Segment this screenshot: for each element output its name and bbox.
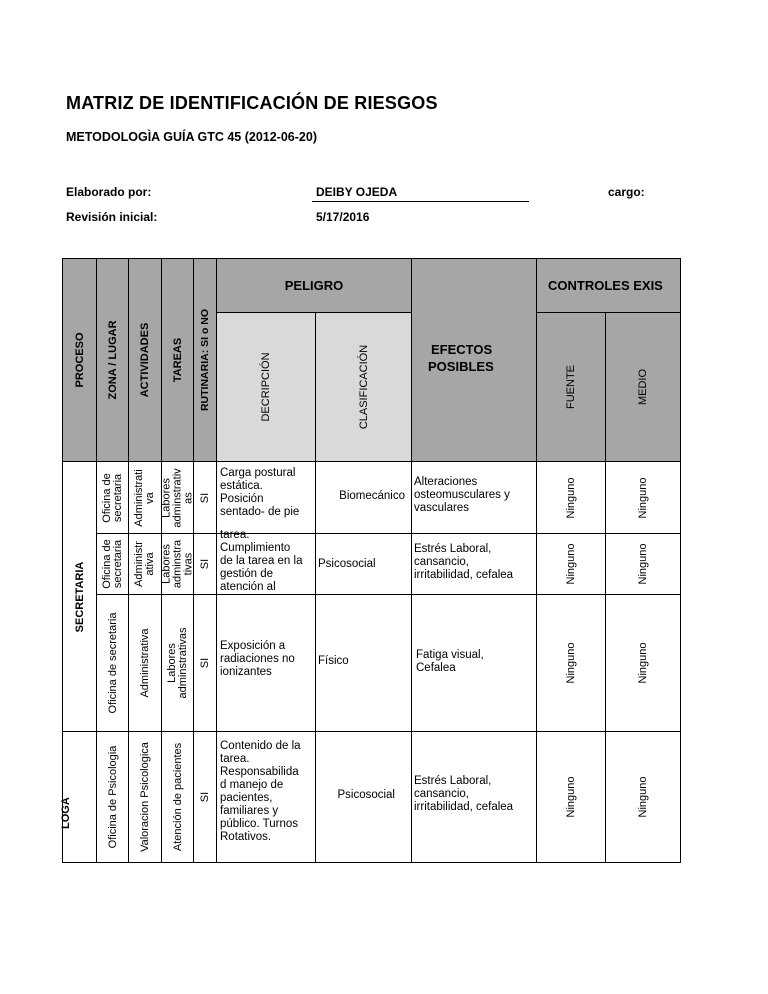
- header-controles: CONTROLES EXIS: [536, 258, 681, 313]
- elaborado-label: Elaborado por:: [66, 185, 152, 199]
- header-actividades: ACTIVIDADES: [128, 258, 162, 462]
- table-cell: Ninguno: [536, 731, 606, 863]
- table-cell: SI: [193, 461, 217, 534]
- header-peligro: PELIGRO: [216, 258, 412, 313]
- table-cell: Ninguno: [605, 731, 681, 863]
- table-cell: SI: [193, 533, 217, 595]
- header-clasificacion: CLASIFICACIÓN: [315, 312, 412, 462]
- header-proceso: PROCESO: [62, 258, 97, 462]
- process-cell: LOGA: [62, 731, 97, 863]
- header-tareas: TAREAS: [161, 258, 194, 462]
- table-cell: Ninguno: [536, 533, 606, 595]
- table-cell: Ninguno: [605, 461, 681, 534]
- header-descripcion: DECRIPCIÓN: [216, 312, 316, 462]
- table-cell: Carga postural estática. Posición sentado- de pie: [216, 461, 316, 534]
- table-cell: Biomecánico: [315, 461, 412, 534]
- table-cell: Ninguno: [536, 461, 606, 534]
- table-cell: Exposición a radiaciones no ionizantes: [216, 594, 316, 732]
- table-cell: Administrati va: [128, 461, 162, 534]
- revision-label: Revisión inicial:: [66, 210, 158, 224]
- elaborado-underline: [312, 201, 529, 202]
- table-row: Oficina de secretaria: [96, 533, 129, 595]
- table-cell: tarea. Cumplimiento de la tarea en la gestión de atención al: [216, 533, 316, 595]
- table-row: Oficina de Psicologia: [96, 731, 129, 863]
- table-cell: Alteraciones osteomusculares y vasculares: [411, 461, 537, 534]
- table-cell: Fatiga visual, Cefalea: [411, 594, 537, 732]
- header-fuente: FUENTE: [536, 312, 606, 462]
- header-rutinaria: RUTINARIA: SI o NO: [193, 258, 217, 462]
- document-title: MATRIZ DE IDENTIFICACIÓN DE RIESGOS: [66, 93, 438, 113]
- table-cell: SI: [193, 594, 217, 732]
- table-cell: Labores adminstra tivas: [161, 533, 194, 595]
- table-cell: Valoracion Psicologica: [128, 731, 162, 863]
- header-efectos: EFECTOS POSIBLES: [411, 258, 537, 462]
- table-cell: Labores adminstrativas: [161, 594, 194, 732]
- table-cell: Administrativa: [128, 594, 162, 732]
- table-cell: Psicosocial: [315, 731, 412, 863]
- table-cell: Atención de pacientes: [161, 731, 194, 863]
- table-cell: Ninguno: [605, 594, 681, 732]
- header-zona: ZONA / LUGAR: [96, 258, 129, 462]
- cargo-label: cargo:: [608, 185, 645, 199]
- table-cell: Estrés Laboral, cansancio, irritabilidad, cefalea: [411, 533, 537, 595]
- elaborado-value: DEIBY OJEDA: [316, 185, 398, 199]
- table-row: Oficina de secretaria: [96, 461, 129, 534]
- document-subtitle: METODOLOGÌA GUÍA GTC 45 (2012-06-20): [66, 130, 317, 144]
- table-cell: Ninguno: [605, 533, 681, 595]
- table-cell: Administr ativa: [128, 533, 162, 595]
- table-cell: Estrés Laboral, cansancio, irritabilidad, cefalea: [411, 731, 537, 863]
- header-medio: MEDIO: [605, 312, 681, 462]
- process-cell: SECRETARIA: [62, 461, 97, 732]
- table-cell: Labores adminstrativ as: [161, 461, 194, 534]
- table-cell: Contenido de la tarea. Responsabilida d manejo de pacientes, familiares y público. Turnos Rotativos.: [216, 731, 316, 863]
- table-cell: Físico: [315, 594, 412, 732]
- table-row: Oficina de secretaria: [96, 594, 129, 732]
- table-cell: SI: [193, 731, 217, 863]
- revision-value: 5/17/2016: [316, 210, 370, 224]
- table-cell: Psicosocial: [315, 533, 412, 595]
- table-cell: Ninguno: [536, 594, 606, 732]
